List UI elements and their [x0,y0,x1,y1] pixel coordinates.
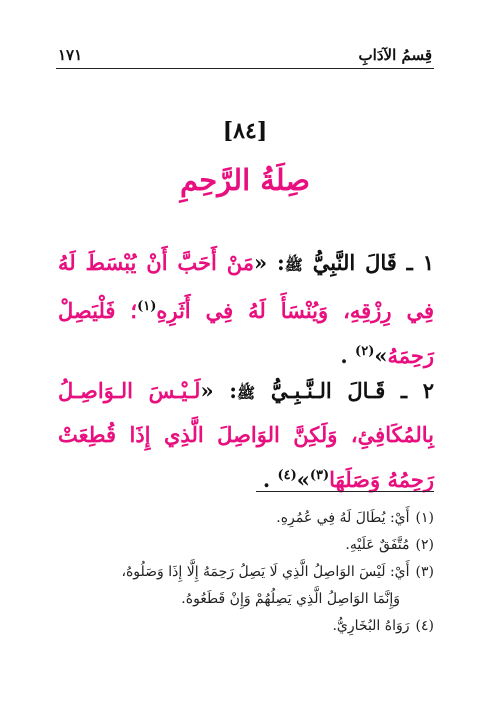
sentence-end: . [340,343,348,368]
hadith-1 [58,242,434,376]
hadith-2 [58,370,434,500]
page-header [58,42,432,64]
footnote-text: مُتَّفَقٌ عَلَيْهِ. [345,537,410,553]
footnote-number: (٤) [415,618,434,634]
quote-open: « [253,250,268,275]
footnote-ref-4[interactable]: (٤) [277,468,297,483]
footnote-ref-1[interactable]: (١) [137,299,157,314]
quote-close: » [296,467,310,492]
hadith-quote-part1: لَـيْـسَ الـوَاصِـلُ بِالمُكَافِئِ، وَلَكِنَّ الوَاصِلَ الَّذِي إِذَا قُطِعَتْ رَحِمُهُ وَصَلَهَا [58,378,434,492]
hadith-quote-part2: ؛ فَلْيَصِلْ رَحِمَهُ [58,298,434,368]
hadith-colon: : [277,250,285,275]
footnote-text: رَوَاهُ البُخَارِيُّ. [332,618,410,634]
quote-open: « [200,378,214,403]
quote-close: » [374,343,388,368]
footnote-text: أَيْ: يُطَالَ لَهُ فِي عُمُرِهِ. [276,510,410,526]
footnote-ref-3[interactable]: (٣) [309,468,330,483]
footnote-2 [56,532,434,559]
footnote-3 [56,559,434,586]
footnote-number: (١) [415,510,434,526]
hadith-index: ١ ـ [406,250,434,275]
footnote-text: وَإِنَّمَا الوَاصِلُ الَّذِي يَصِلُهُمْ وَإِنْ قَطَعُوهُ. [181,591,400,607]
chapter-title: صِلَةُ الرَّحِمِ [180,163,310,197]
section-title: قِسمُ الآدَابِ [358,46,432,64]
sentence-end: . [262,467,271,492]
footnote-number: (٢) [415,537,434,553]
hadith-index: ٢ ـ [400,378,435,403]
footnotes [56,505,434,640]
header-divider [56,68,434,69]
hadith-colon: : [229,378,238,403]
hadith-quote-part1: مَنْ أَحَبَّ أَنْ يُبْسَطَ لَهُ فِي رِزْقِهِ، وَيُنْسَأَ لَهُ فِي أَثَرِهِ [58,250,434,323]
hadith-intro: قَالَ النَّبِيُّ [312,250,397,275]
footnote-1 [56,505,434,532]
footnote-number: (٣) [415,564,434,580]
footnote-4 [56,613,434,640]
salutation-glyph: ﷺ [237,384,256,402]
hadith-intro: قَـالَ الـنَّـبِـيُّ [270,378,386,403]
page-number: ١٧١ [58,46,83,64]
hadith-number: [٨٤] [222,118,268,144]
footnote-text: أَيْ: لَيْسَ الوَاصِلُ الَّذِي لَا يَصِلُ رَحِمَهُ إِلَّا إِذَا وَصَلُوهُ، [121,564,410,580]
footnote-3-continued [56,586,434,613]
footnote-divider [256,491,434,492]
footnote-ref-2[interactable]: (٢) [355,344,375,359]
salutation-glyph: ﷺ [284,256,303,274]
